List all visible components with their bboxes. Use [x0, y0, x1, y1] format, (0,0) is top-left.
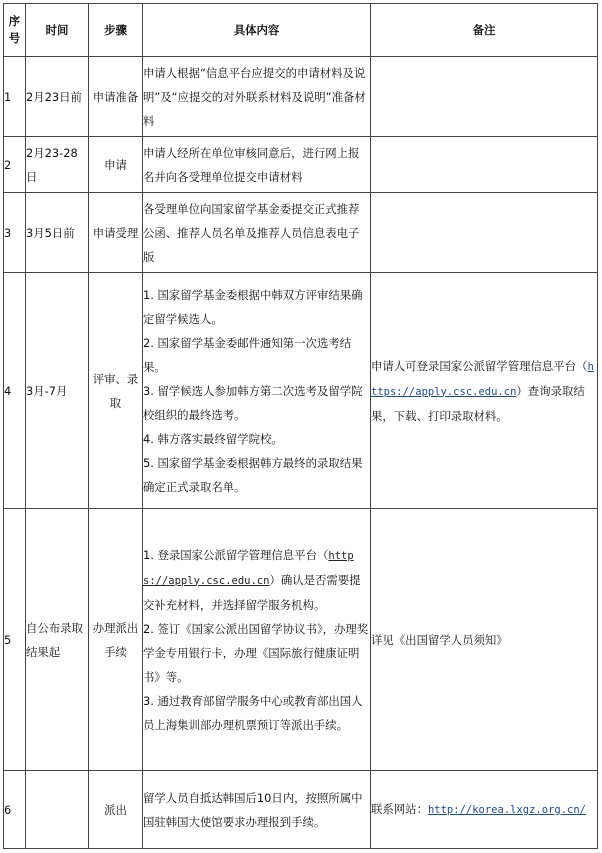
row-content: 申请人根据“信息平台应提交的申请材料及说明”及“应提交的对外联系材料及说明”准备材料 [143, 57, 371, 137]
table-row [4, 771, 598, 849]
list-item: 2. 国家留学基金委邮件通知第一次选考结果。 [143, 335, 352, 374]
row-time: 自公布录取结果起 [26, 509, 89, 771]
korea-edu-link[interactable]: http://korea.lxgz.org.cn/ [427, 804, 587, 816]
procedure-table [3, 3, 598, 849]
row-step: 评审、录取 [89, 273, 143, 509]
list-item: 1. 国家留学基金委根据中韩双方评审结果确定留学候选人。 [143, 287, 363, 326]
row-time: 3月-7月 [26, 273, 89, 509]
remark-text-prefix: 申请人可登录国家公派留学管理信息平台（ [371, 358, 588, 373]
row-remark [371, 137, 598, 193]
row-remark [371, 57, 598, 137]
row-number: 5 [4, 509, 26, 771]
row-step: 办理派出手续 [89, 509, 143, 771]
list-item: 5. 国家留学基金委根据韩方最终的录取结果确定正式录取名单。 [143, 455, 363, 494]
csc-apply-link[interactable]: https://apply.csc.edu.cn [143, 549, 354, 587]
list-item: 4. 韩方落实最终留学院校。 [143, 431, 283, 446]
header-remark: 备注 [371, 4, 598, 57]
table-row [4, 273, 598, 509]
row-remark [371, 771, 598, 849]
row-number: 6 [4, 771, 26, 849]
row-number: 1 [4, 57, 26, 137]
row-step: 申请准备 [89, 57, 143, 137]
list-item: 3. 留学候选人参加韩方第二次选考及留学院校组织的最终选考。 [143, 383, 363, 422]
list-item: 3. 通过教育部留学服务中心或教育部出国人员上海集训部办理机票预订等派出手续。 [143, 693, 363, 732]
row-number: 3 [4, 193, 26, 273]
table-row [4, 57, 598, 137]
remark-text-prefix: 联系网站： [371, 802, 428, 816]
list-item: 1. 登录国家公派留学管理信息平台（https://apply.csc.edu.cn）确认是否需要提交补充材料，并选择留学服务机构。 [143, 547, 361, 612]
row-content [143, 509, 371, 771]
header-step: 步骤 [89, 4, 143, 57]
table-row [4, 137, 598, 193]
row-time: 2月23日前 [26, 57, 89, 137]
row-number: 2 [4, 137, 26, 193]
row-step: 派出 [89, 771, 143, 849]
row-step: 申请 [89, 137, 143, 193]
row-remark [371, 193, 598, 273]
header-no: 序号 [4, 4, 26, 57]
row-step: 申请受理 [89, 193, 143, 273]
row-content [143, 273, 371, 509]
row-number: 4 [4, 273, 26, 509]
row-remark: 详见《出国留学人员须知》 [371, 509, 598, 771]
row-content: 留学人员自抵达韩国后10日内，按照所属中国驻韩国大使馆要求办理报到手续。 [143, 771, 371, 849]
row-content: 各受理单位向国家留学基金委提交正式推荐公函、推荐人员名单及推荐人员信息表电子版 [143, 193, 371, 273]
header-time: 时间 [26, 4, 89, 57]
row-content: 申请人经所在单位审核同意后，进行网上报名并向各受理单位提交申请材料 [143, 137, 371, 193]
header-content: 具体内容 [143, 4, 371, 57]
row-time: 2月23-28日 [26, 137, 89, 193]
row-time [26, 771, 89, 849]
list-item: 2. 签订《国家公派出国留学协议书》，办理奖学金专用银行卡，办理《国际旅行健康证明书》等。 [143, 621, 369, 684]
table-row [4, 509, 598, 771]
table-row [4, 193, 598, 273]
remark-text-suffix: ）查询录取结果，下载、打印录取材料。 [371, 383, 585, 423]
row-remark [371, 273, 598, 509]
header-row [4, 4, 598, 57]
csc-apply-link[interactable]: https://apply.csc.edu.cn [371, 360, 594, 398]
row-time: 3月5日前 [26, 193, 89, 273]
